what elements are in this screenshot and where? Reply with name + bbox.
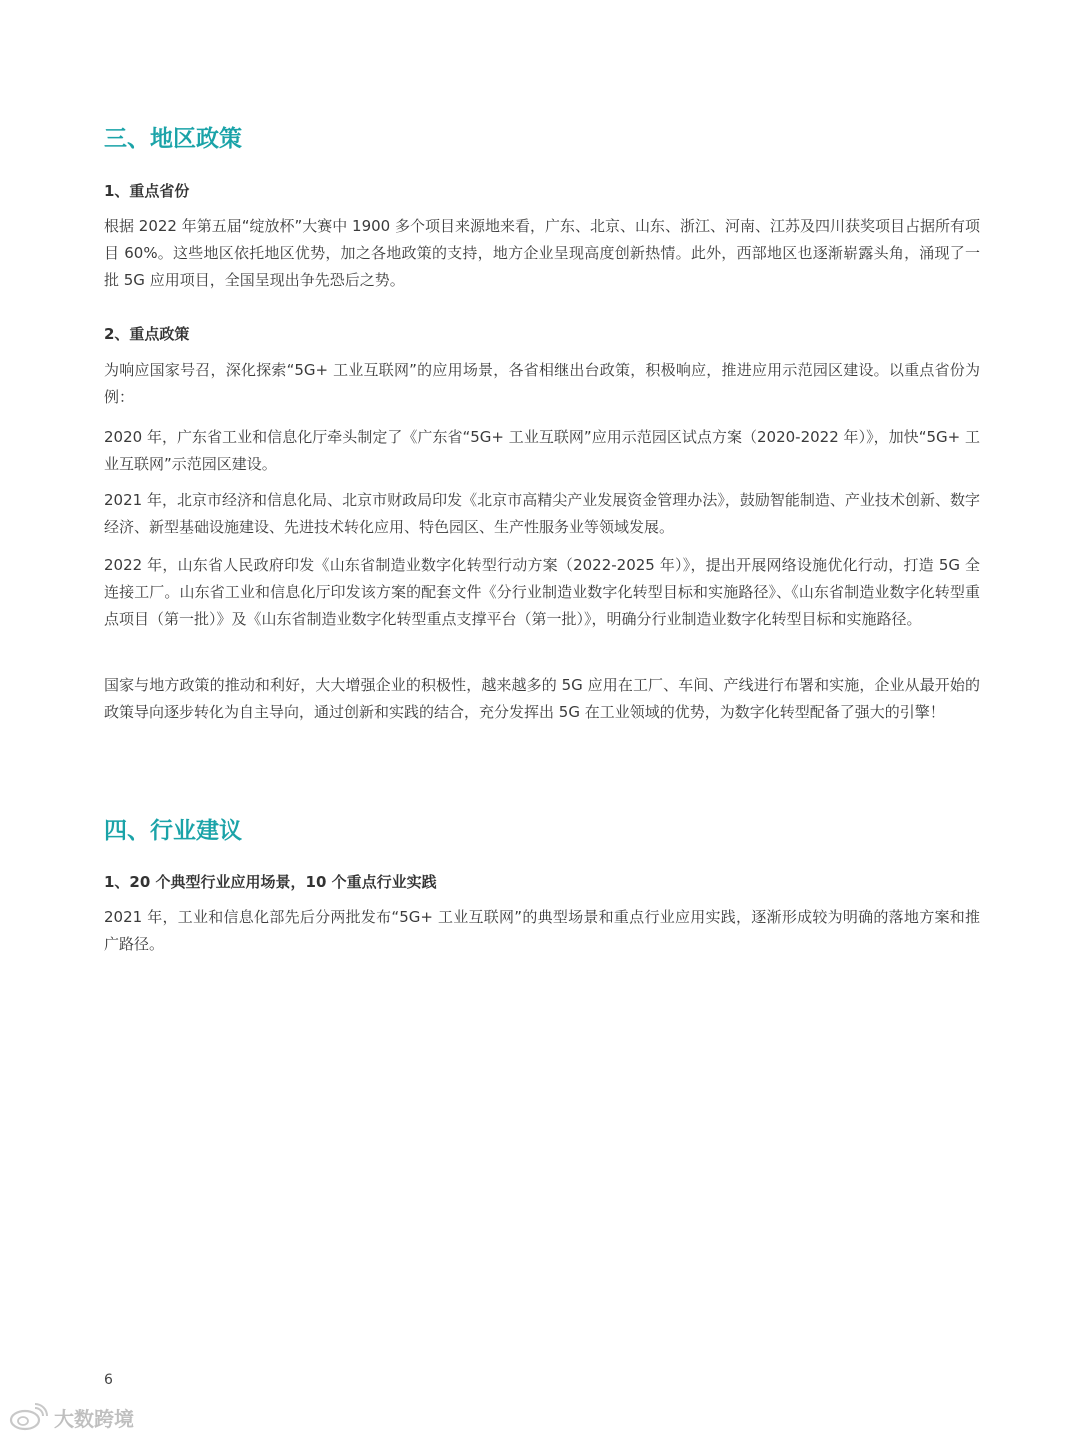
weibo-logo-icon [8,1402,48,1432]
subsection-title-key-policies: 2、重点政策 [104,325,190,343]
paragraph: 为响应国家号召，深化探索“5G+ 工业互联网”的应用场景，各省相继出台政策，积极响应，推进应用示范园区建设。以重点省份为例： [104,361,980,406]
page-number: 6 [104,1372,113,1388]
paragraph: 2021 年，工业和信息化部先后分两批发布“5G+ 工业互联网”的典型场景和重点行业应用实践，逐渐形成较为明确的落地方案和推广路径。 [104,908,980,953]
section-title-regional-policy: 三、地区政策 [104,126,242,152]
paragraph: 2022 年，山东省人民政府印发《山东省制造业数字化转型行动方案（2022-2025 年）》，提出开展网络设施优化行动，打造 5G 全连接工厂。山东省工业和信息化厅印发该方案的配套文件《分行业制造业数字化转型目标和实施路径》、《山东省制造业数字化转型重点项目（第一批）》及《山东省制造业数字化转型重点支撑平台（第一批）》，明确分行业制造业数字化转型目标和实施路径。 [104,556,980,628]
subsection-title-typical-scenarios: 1、20 个典型行业应用场景，10 个重点行业实践 [104,873,437,891]
section-title-industry-suggestions: 四、行业建议 [104,818,242,844]
subsection-title-key-provinces: 1、重点省份 [104,182,190,200]
paragraph: 2020 年，广东省工业和信息化厅牵头制定了《广东省“5G+ 工业互联网”应用示范园区试点方案（2020-2022 年）》，加快“5G+ 工业互联网”示范园区建设。 [104,428,980,473]
paragraph: 2021 年，北京市经济和信息化局、北京市财政局印发《北京市高精尖产业发展资金管理办法》，鼓励智能制造、产业技术创新、数字经济、新型基础设施建设、先进技术转化应用、特色园区、生产性服务业等领域发展。 [104,491,980,536]
paragraph: 国家与地方政策的推动和利好，大大增强企业的积极性，越来越多的 5G 应用在工厂、车间、产线进行布署和实施，企业从最开始的政策导向逐步转化为自主导向，通过创新和实践的结合，充分发挥出 5G 在工业领域的优势，为数字化转型配备了强大的引擎！ [104,676,980,721]
watermark-text: 大数跨境 [54,1406,134,1431]
paragraph: 根据 2022 年第五届“绽放杯”大赛中 1900 多个项目来源地来看，广东、北京、山东、浙江、河南、江苏及四川获奖项目占据所有项目 60%。这些地区依托地区优势，加之各地政策的支持，地方企业呈现高度创新热情。此外，西部地区也逐渐崭露头角，涌现了一批 5G 应用项目，全国呈现出争先恐后之势。 [104,217,980,289]
watermark [8,1402,134,1432]
